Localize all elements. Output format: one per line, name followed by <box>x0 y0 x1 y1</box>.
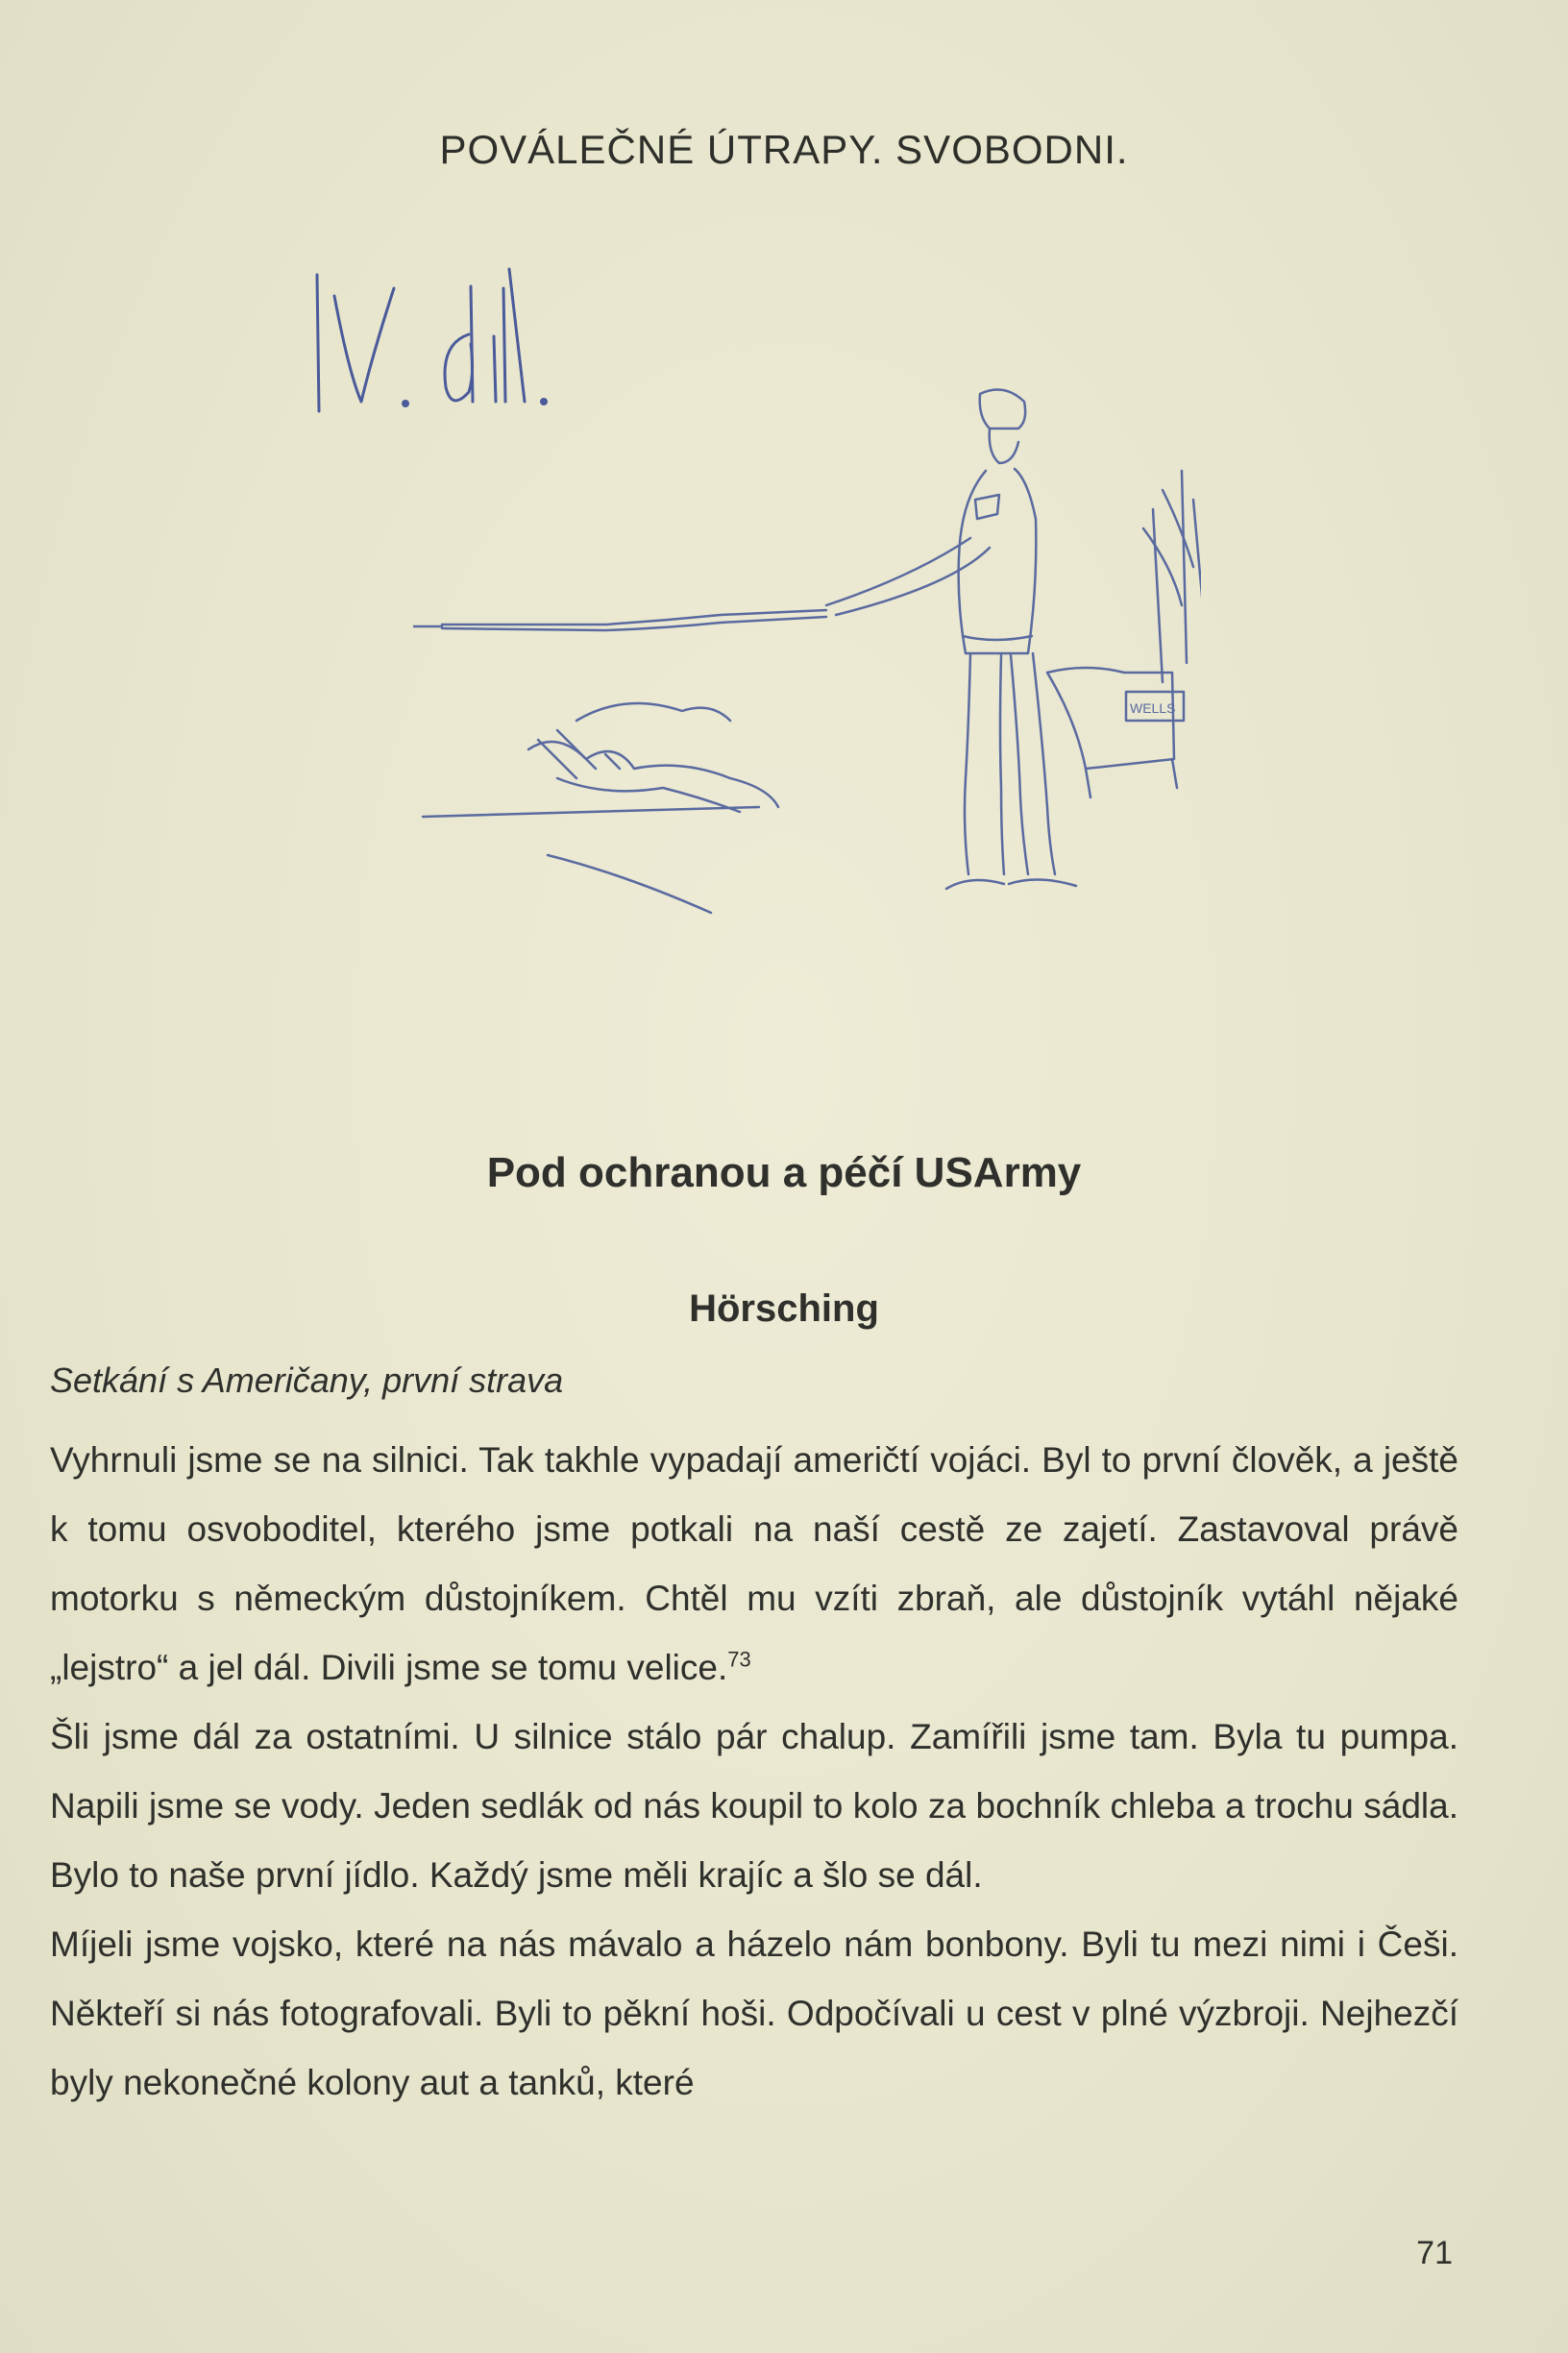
paragraph <box>50 1910 1458 2118</box>
subsection-title: Setkání s Američany, první strava <box>50 1360 564 1400</box>
paragraph <box>50 1426 1458 1703</box>
chapter-title: Pod ochranou a péčí USArmy <box>486 1149 1082 1196</box>
paragraph-text: Šli jsme dál za ostatními. U silnice stálo pár chalup. Zamířili jsme tam. Byla tu pumpa. Napili jsme se vody. Jeden sedlák od nás koupil to kolo za bochník chleba a trochu sádla. Bylo to naše první jídlo. Každý jsme měli krajíc a šlo se dál. <box>50 1717 1458 1895</box>
footnote-reference[interactable]: 73 <box>727 1647 751 1672</box>
body-text <box>50 1426 1458 2118</box>
soldier-sketch-illustration <box>413 375 1201 932</box>
paragraph <box>50 1703 1458 1910</box>
paragraph-text: Míjeli jsme vojsko, které na nás mávalo a házelo nám bonbony. Byli tu mezi nimi i Češi. Někteří si nás fotografovali. Byli to pěkní hoši. Odpočívali u cest v plné výzbroji. Nejhezčí byly nekonečné kolony aut a tanků, které <box>50 1924 1458 2102</box>
running-head: POVÁLEČNÉ ÚTRAPY. SVOBODNI. <box>439 127 1129 172</box>
page-number: 71 <box>1416 2235 1453 2271</box>
paragraph-text: Vyhrnuli jsme se na silnici. Tak takhle vypadají američtí vojáci. Byl to první člověk, a ještě k tomu osvoboditel, kterého jsme potkali na naší cestě ze zajetí. Zastavoval právě motorku s německým důstojníkem. Chtěl mu vzíti zbraň, ale důstojník vytáhl nějaké „lejstro“ a jel dál. Divili jsme se tomu velice. <box>50 1440 1458 1687</box>
crate-sign-text: WELLS <box>1130 700 1176 716</box>
section-title: Hörsching <box>689 1287 879 1330</box>
